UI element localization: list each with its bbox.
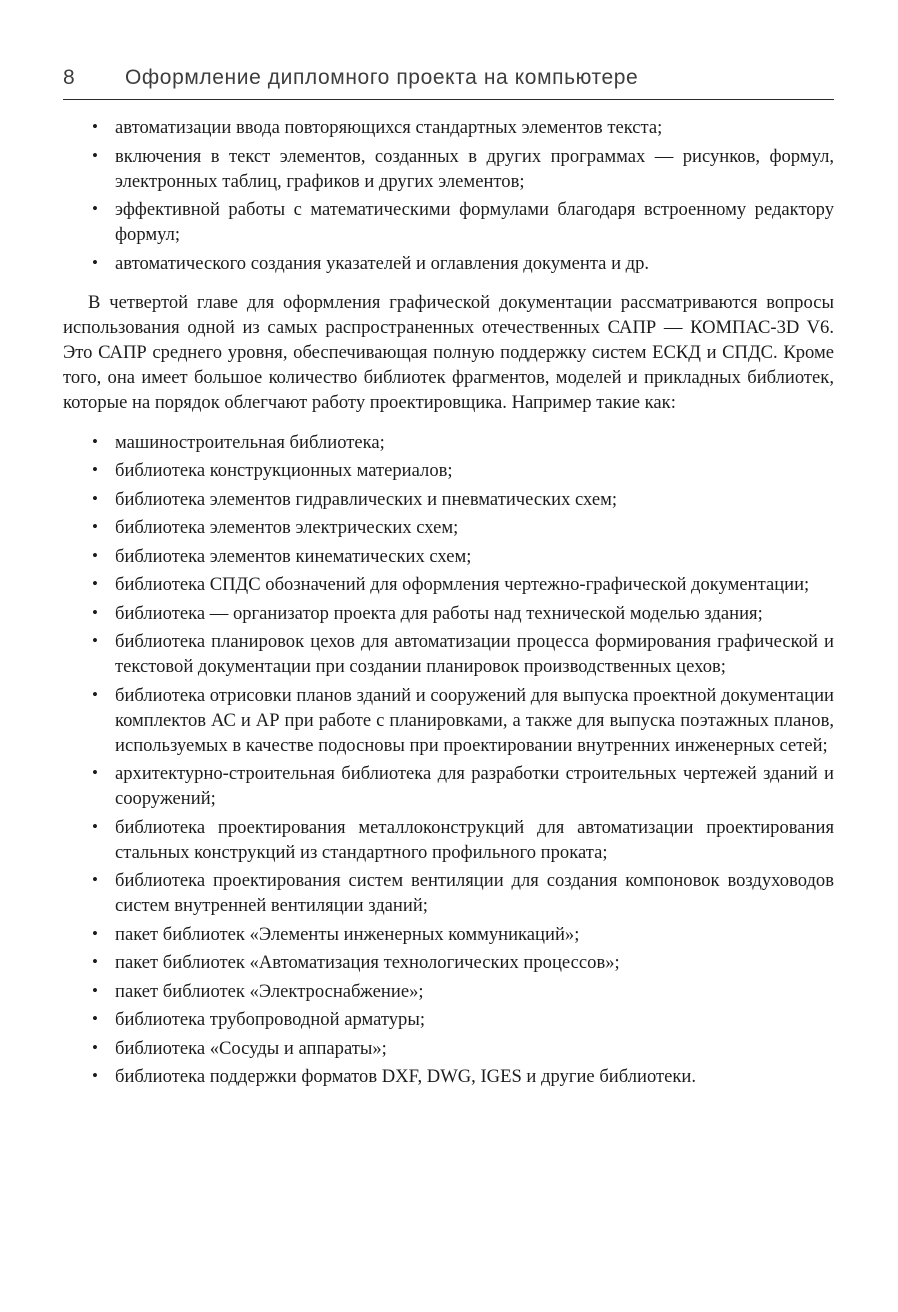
list-item: • архитектурно-строительная библиотека для разработки строительных чертежей зданий и сооружений;	[115, 761, 834, 811]
list-item: • библиотека планировок цехов для автоматизации процесса формирования графической и текстовой документации при создании планировок производственных цехов;	[115, 629, 834, 679]
list-item: • библиотека конструкционных материалов;	[115, 458, 834, 483]
list-item: • библиотека проектирования металлоконструкций для автоматизации проектирования стальных конструкций из стандартного профильного проката;	[115, 815, 834, 865]
list-item: • библиотека трубопроводной арматуры;	[115, 1007, 834, 1032]
page-content	[63, 66, 834, 1093]
body-text	[63, 115, 834, 1089]
list-item: • библиотека проектирования систем вентиляции для создания компоновок воздуховодов систем внутренней вентиляции зданий;	[115, 868, 834, 918]
page-number: 8	[63, 66, 76, 89]
list-item: • библиотека «Сосуды и аппараты»;	[115, 1036, 834, 1061]
list-item: • эффективной работы с математическими формулами благодаря встроенному редактору формул;	[115, 197, 834, 247]
list-item: • включения в текст элементов, созданных в других программах — рисунков, формул, электронных таблиц, графиков и других элементов;	[115, 144, 834, 194]
word-features-list	[63, 115, 834, 276]
list-item: • библиотека отрисовки планов зданий и сооружений для выпуска проектной документации комплектов АС и АР при работе с планировками, а также для выпуска поэтажных планов, используемых в качестве подосновы при проектировании внутренних инженерных сетей;	[115, 683, 834, 758]
libraries-list	[63, 430, 834, 1090]
kompas-paragraph: В четвертой главе для оформления графической документации рассматриваются вопросы использования одной из самых распространенных отечественных САПР — КОМПАС-3D V6. Это САПР среднего уровня, обеспечивающая полную поддержку систем ЕСКД и СПДС. Кроме того, она имеет большое количество библиотек фрагментов, моделей и прикладных библиотек, которые на порядок облегчают работу проектировщика. Например такие как:	[63, 291, 834, 413]
running-header	[63, 66, 834, 100]
list-item: • машиностроительная библиотека;	[115, 430, 834, 455]
list-item: • автоматизации ввода повторяющихся стандартных элементов текста;	[115, 115, 834, 140]
list-item: • автоматического создания указателей и оглавления документа и др.	[115, 251, 834, 276]
list-item: • библиотека элементов электрических схем;	[115, 515, 834, 540]
list-item: • библиотека элементов кинематических схем;	[115, 544, 834, 569]
list-item: • пакет библиотек «Элементы инженерных коммуникаций»;	[115, 922, 834, 947]
running-header-title: Оформление дипломного проекта на компьютере	[125, 66, 639, 89]
list-item: • библиотека элементов гидравлических и пневматических схем;	[115, 487, 834, 512]
list-item: • библиотека поддержки форматов DXF, DWG, IGES и другие библиотеки.	[115, 1064, 834, 1089]
list-item: • библиотека — организатор проекта для работы над технической моделью здания;	[115, 601, 834, 626]
list-item: • пакет библиотек «Электроснабжение»;	[115, 979, 834, 1004]
list-item: • пакет библиотек «Автоматизация технологических процессов»;	[115, 950, 834, 975]
list-item: • библиотека СПДС обозначений для оформления чертежно-графической документации;	[115, 572, 834, 597]
